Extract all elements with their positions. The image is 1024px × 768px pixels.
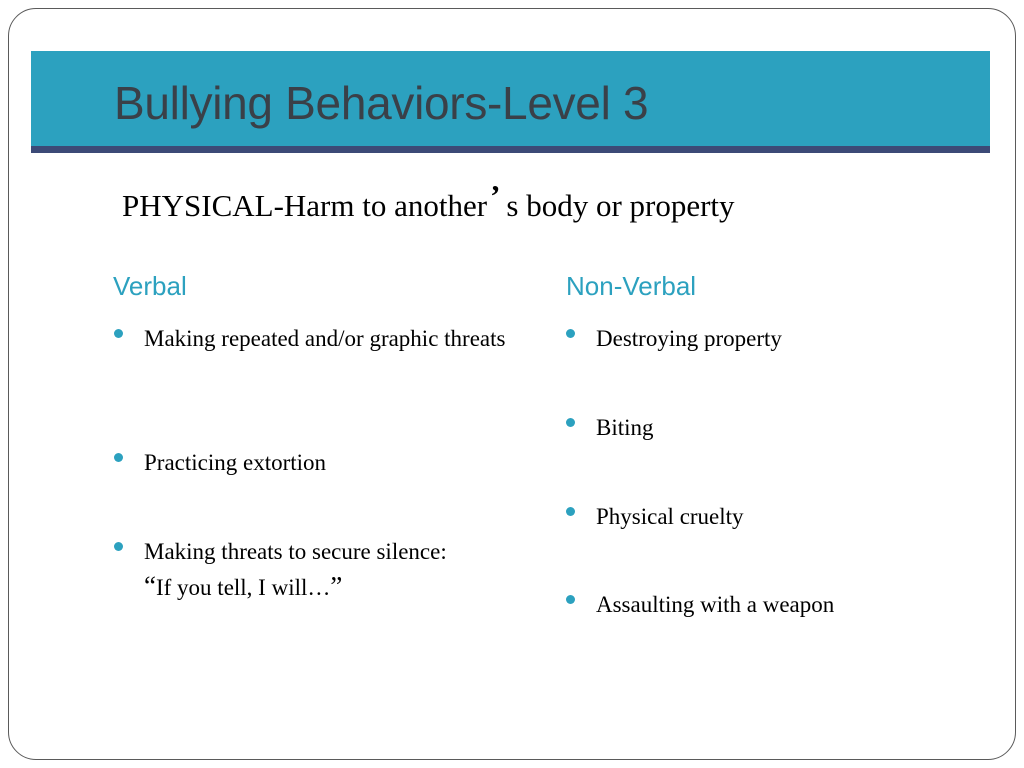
list-item-text [144, 534, 533, 605]
list-item [565, 410, 985, 445]
close-quote: ” [330, 571, 343, 601]
list-item [113, 445, 533, 480]
subtitle-apostrophe: ’ [490, 178, 501, 213]
bullet-icon [566, 418, 575, 427]
open-quote: “ [144, 571, 156, 601]
list-item [565, 587, 985, 622]
verbal-heading: Verbal [113, 271, 187, 301]
slide-subtitle [122, 178, 735, 224]
non-verbal-heading: Non-Verbal [566, 271, 697, 301]
quoted-text: If you tell, I will… [155, 575, 331, 600]
list-item [113, 321, 533, 356]
title-banner-rule [31, 146, 990, 153]
subtitle-part-1: PHYSICAL-Harm to another [122, 188, 488, 223]
list-item [113, 534, 533, 605]
list-item [565, 499, 985, 534]
bullet-icon [566, 507, 575, 516]
list-item-text: Biting [596, 415, 654, 440]
bullet-icon [566, 595, 575, 604]
slide-title: Bullying Behaviors-Level 3 [114, 77, 649, 129]
list-item-text: Making repeated and/or graphic threats [144, 326, 506, 351]
bullet-icon [114, 542, 123, 551]
list-item-text: Practicing extortion [144, 450, 327, 475]
subtitle-part-2: s body or property [506, 188, 735, 223]
list-item [565, 321, 985, 356]
bullet-icon [566, 329, 575, 338]
bullet-icon [114, 329, 123, 338]
list-item-text: Physical cruelty [596, 504, 744, 529]
bullet-icon [114, 453, 123, 462]
list-item-text: Assaulting with a weapon [596, 592, 835, 617]
list-item-text-lead: Making threats to secure silence: [144, 539, 447, 564]
list-item-text: Destroying property [596, 326, 782, 351]
